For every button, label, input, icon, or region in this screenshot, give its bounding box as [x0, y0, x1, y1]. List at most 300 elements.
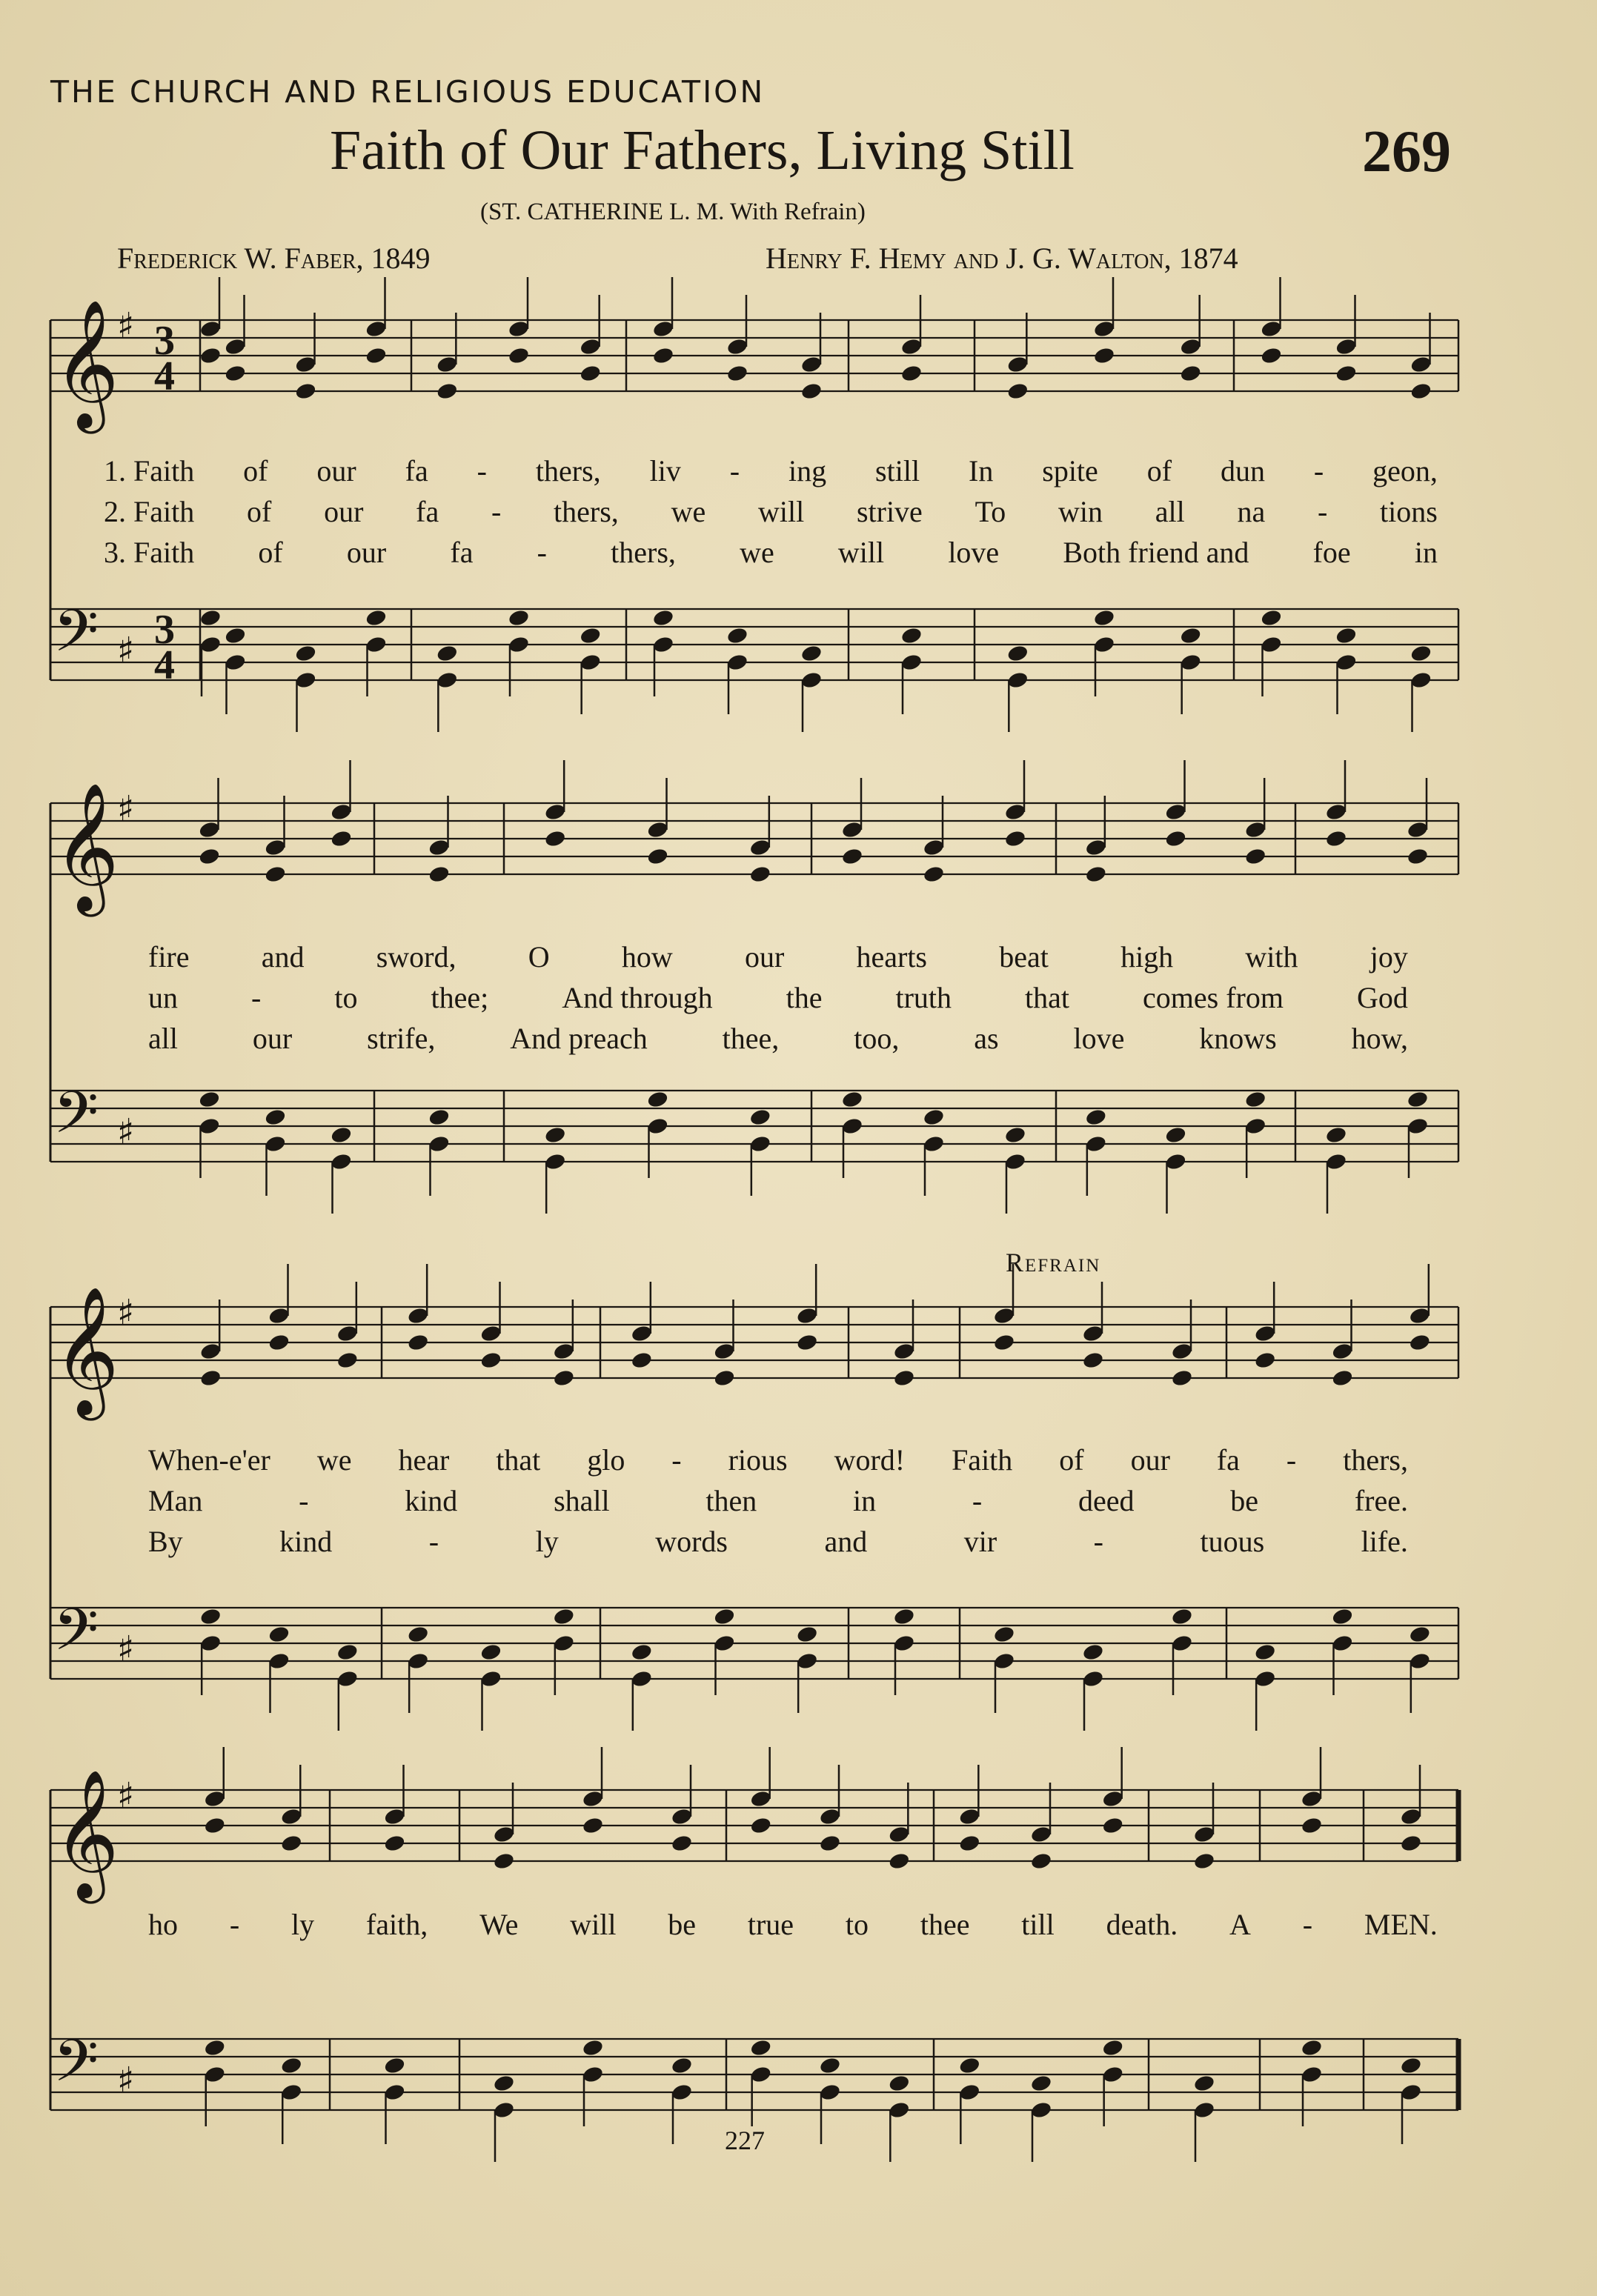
note-head [749, 865, 772, 884]
note-head [900, 626, 923, 645]
note-head [224, 653, 247, 672]
note-head [1410, 644, 1432, 663]
note-head [1085, 838, 1108, 857]
lyric-word: of [246, 495, 272, 528]
lyric-word: thers, [554, 495, 619, 528]
note-head [749, 1134, 772, 1154]
note-head [280, 1834, 303, 1853]
note-head [579, 653, 602, 672]
note-head [479, 1669, 502, 1688]
lyric-word: - [229, 1908, 240, 1941]
note-head [1410, 671, 1432, 690]
treble-clef-icon: 𝄞 [53, 1286, 119, 1415]
note-head [1244, 847, 1267, 866]
key-signature-sharp-icon: ♯ [117, 2060, 135, 2101]
note-head [1260, 608, 1283, 628]
note-head [336, 1324, 359, 1343]
note-head [407, 1625, 430, 1644]
note-head [508, 346, 531, 365]
note-head [1254, 1351, 1277, 1370]
lyric-word: - [491, 495, 502, 528]
lyric-word: hearts [856, 940, 927, 974]
treble-clef-icon: 𝄞 [53, 782, 119, 911]
lyric-word: - [428, 1525, 439, 1558]
note-head [726, 626, 749, 645]
note-head [749, 2038, 772, 2057]
lyric-word: fa [405, 454, 428, 488]
composer-credit: Henry F. Hemy and J. G. Walton, 1874 [766, 242, 1238, 275]
note-head [553, 1634, 576, 1653]
lyric-word: comes from [1143, 981, 1284, 1014]
note-head [493, 1825, 516, 1844]
note-head [1260, 635, 1283, 654]
note-head [199, 1368, 222, 1388]
lyric-word: of [1059, 1443, 1084, 1477]
note-head [199, 635, 222, 654]
lyric-word: will [757, 495, 805, 528]
note-head [1004, 1152, 1027, 1171]
note-head [428, 1134, 451, 1154]
note-head [1400, 1807, 1423, 1826]
note-head [796, 1333, 819, 1352]
note-head [1301, 1789, 1324, 1808]
note-head [1006, 644, 1029, 663]
lyric-word: and [261, 940, 305, 974]
note-head [900, 337, 923, 356]
note-head [1260, 346, 1283, 365]
note-head [1004, 1125, 1027, 1145]
note-head [294, 671, 317, 690]
note-head [749, 1108, 772, 1127]
note-head [330, 802, 353, 822]
lyric-word: sword, [376, 940, 456, 974]
note-head [493, 2074, 516, 2093]
lyric-word: free. [1354, 1484, 1408, 1517]
lyric-word: will [570, 1908, 617, 1941]
lyric-word: all [148, 1022, 178, 1055]
lyric-word: foe [1312, 536, 1351, 569]
note-head [582, 2065, 605, 2084]
lyric-word: - [972, 1484, 983, 1517]
note-head [646, 820, 669, 839]
lyric-word: how, [1351, 1022, 1408, 1055]
note-head [1193, 2100, 1216, 2120]
note-head [671, 1807, 694, 1826]
note-head [1164, 1152, 1187, 1171]
lyric-word: And through [562, 981, 713, 1014]
note-head [582, 2038, 605, 2057]
lyric-word: knows [1199, 1022, 1277, 1055]
note-head [841, 820, 864, 839]
note-head [1171, 1368, 1194, 1388]
note-head [544, 1125, 567, 1145]
note-head [1085, 1134, 1108, 1154]
time-signature-bottom: 4 [154, 642, 175, 688]
note-head [508, 319, 531, 339]
lyric-word: - [1302, 1908, 1313, 1941]
note-head [268, 1333, 290, 1352]
note-head [330, 829, 353, 848]
lyric-word: To [975, 495, 1006, 528]
note-head [1301, 2065, 1324, 2084]
lyric-word: the [786, 981, 823, 1014]
note-head [1400, 2056, 1423, 2075]
lyric-word: our [1130, 1443, 1170, 1477]
note-head [1093, 635, 1116, 654]
lyric-word: ly [535, 1525, 559, 1558]
lyric-word: hear [398, 1443, 450, 1477]
note-head [923, 1108, 946, 1127]
time-signature-top: 3 [154, 607, 175, 653]
note-head [1325, 1125, 1348, 1145]
lyric-line-1-verse-1 [104, 453, 1438, 490]
lyric-word: of [258, 536, 283, 569]
lyric-word: death. [1106, 1908, 1178, 1941]
note-head [888, 2074, 911, 2093]
note-head [1093, 319, 1116, 339]
note-head [479, 1643, 502, 1662]
lyric-word: fire [148, 940, 190, 974]
lyric-word: with [1245, 940, 1298, 974]
lyric-word: dun [1220, 454, 1265, 488]
note-head [1335, 337, 1358, 356]
treble-clef-icon: 𝄞 [53, 299, 119, 428]
note-head [726, 337, 749, 356]
note-head [436, 355, 459, 374]
lyric-word: that [1025, 981, 1070, 1014]
note-head [294, 644, 317, 663]
key-signature-sharp-icon: ♯ [117, 1111, 135, 1153]
key-signature-sharp-icon: ♯ [117, 630, 135, 671]
lyric-line-2-verse-2 [148, 980, 1408, 1017]
lyric-word: thers, [1343, 1443, 1408, 1477]
note-head [1325, 829, 1348, 848]
note-head [1101, 2065, 1124, 2084]
note-head [893, 1607, 916, 1626]
lyric-word: thers, [535, 454, 601, 488]
lyric-word: our [252, 1022, 293, 1055]
lyric-word: - [1317, 495, 1328, 528]
lyric-word: O [528, 940, 550, 974]
key-signature-sharp-icon: ♯ [117, 1292, 135, 1334]
note-head [796, 1625, 819, 1644]
note-head [800, 644, 823, 663]
note-head [1335, 626, 1358, 645]
note-head [294, 382, 317, 401]
time-signature-top: 3 [154, 318, 175, 364]
note-head [923, 1134, 946, 1154]
key-signature-sharp-icon: ♯ [117, 305, 135, 347]
note-head [428, 1108, 451, 1127]
key-signature-sharp-icon: ♯ [117, 1628, 135, 1670]
note-head [199, 1634, 222, 1653]
note-head [631, 1324, 654, 1343]
note-head [1085, 865, 1108, 884]
lyric-word: all [1155, 495, 1185, 528]
note-head [958, 1834, 981, 1853]
note-head [1179, 337, 1202, 356]
lyric-word: we [316, 1443, 352, 1477]
note-head [264, 838, 287, 857]
note-head [1335, 653, 1358, 672]
note-head [923, 838, 946, 857]
note-head [1164, 829, 1187, 848]
note-head [280, 1807, 303, 1826]
note-head [1171, 1634, 1194, 1653]
note-head [1407, 820, 1430, 839]
lyric-word: fa [1216, 1443, 1240, 1477]
note-head [888, 1851, 911, 1871]
note-head [508, 635, 531, 654]
lyric-line-3-verse-3 [148, 1524, 1408, 1561]
note-head [493, 2100, 516, 2120]
lyric-word: ho [148, 1908, 178, 1941]
lyric-word: - [299, 1484, 309, 1517]
note-head [1301, 1816, 1324, 1835]
note-head [1325, 802, 1348, 822]
note-head [652, 635, 675, 654]
note-head [1004, 802, 1027, 822]
lyric-word: love [1073, 1022, 1125, 1055]
note-head [1093, 608, 1116, 628]
note-head [631, 1669, 654, 1688]
note-head [1006, 671, 1029, 690]
note-head [646, 847, 669, 866]
note-head [841, 847, 864, 866]
note-head [203, 2038, 226, 2057]
note-head [264, 1108, 287, 1127]
note-head [749, 1789, 772, 1808]
hymn-number: 269 [1362, 119, 1451, 184]
lyric-word: thee [920, 1908, 970, 1941]
lyric-word: of [1146, 454, 1172, 488]
note-head [1335, 364, 1358, 383]
note-head [646, 1117, 669, 1136]
note-head [819, 2056, 842, 2075]
note-head [268, 1306, 290, 1325]
lyric-word: words [655, 1525, 728, 1558]
lyric-word: then [705, 1484, 757, 1517]
note-head [1400, 1834, 1423, 1853]
note-head [199, 1342, 222, 1361]
note-head [203, 1789, 226, 1808]
lyric-word: - [729, 454, 740, 488]
note-head [1331, 1607, 1354, 1626]
lyric-word: thee, [722, 1022, 780, 1055]
lyric-word: thers, [611, 536, 676, 569]
lyric-word: win [1058, 495, 1103, 528]
note-head [1030, 1851, 1053, 1871]
note-head [198, 1117, 221, 1136]
note-head [383, 1834, 406, 1853]
note-head [1325, 1152, 1348, 1171]
lyric-word: In [969, 454, 994, 488]
note-head [199, 608, 222, 628]
note-head [365, 346, 388, 365]
note-head [383, 1807, 406, 1826]
note-head [479, 1324, 502, 1343]
note-head [294, 355, 317, 374]
note-head [1407, 1090, 1430, 1109]
section-heading: THE CHURCH AND RELIGIOUS EDUCATION [50, 74, 766, 110]
lyric-word: MEN. [1364, 1908, 1438, 1941]
lyric-word: that [496, 1443, 541, 1477]
lyric-word: strife, [367, 1022, 436, 1055]
note-head [479, 1351, 502, 1370]
note-head [652, 319, 675, 339]
lyric-word: Man [148, 1484, 203, 1517]
note-head [199, 1607, 222, 1626]
lyric-word: faith, [365, 1908, 428, 1941]
note-head [198, 847, 221, 866]
lyric-word: we [740, 536, 774, 569]
note-head [224, 364, 247, 383]
lyric-word: - [1093, 1525, 1103, 1558]
note-head [407, 1651, 430, 1671]
note-head [652, 346, 675, 365]
note-head [544, 1152, 567, 1171]
note-head [582, 1789, 605, 1808]
note-head [579, 337, 602, 356]
bass-clef-icon: 𝄢 [53, 598, 99, 679]
lyric-word: And preach [510, 1022, 648, 1055]
note-head [1179, 626, 1202, 645]
note-head [330, 1125, 353, 1145]
lyric-word: rious [728, 1443, 788, 1477]
lyric-word: joy [1369, 940, 1408, 974]
note-head [726, 653, 749, 672]
note-head [652, 608, 675, 628]
note-head [1409, 1625, 1432, 1644]
note-head [436, 644, 459, 663]
note-head [544, 829, 567, 848]
note-head [1006, 355, 1029, 374]
note-head [224, 626, 247, 645]
note-head [1006, 382, 1029, 401]
note-head [1244, 820, 1267, 839]
lyric-word: strive [856, 495, 923, 528]
note-head [407, 1333, 430, 1352]
note-head [1331, 1368, 1354, 1388]
note-head [893, 1342, 916, 1361]
lyric-word: un [148, 981, 178, 1014]
bass-clef-icon: 𝄢 [53, 1079, 99, 1161]
note-head [631, 1643, 654, 1662]
hymn-title: Faith of Our Fathers, Living Still [330, 119, 1075, 182]
lyric-line-1-verse-3 [104, 535, 1438, 572]
note-head [1260, 319, 1283, 339]
lyric-word: in [853, 1484, 877, 1517]
lyric-word: When-e'er [148, 1443, 270, 1477]
lyric-word: - [537, 536, 547, 569]
lyric-word: our [324, 495, 364, 528]
note-head [198, 1090, 221, 1109]
lyric-word: - [251, 981, 262, 1014]
note-head [1331, 1634, 1354, 1653]
note-head [579, 364, 602, 383]
lyric-word: life. [1361, 1525, 1408, 1558]
note-head [893, 1634, 916, 1653]
note-head [713, 1342, 736, 1361]
note-head [1410, 382, 1432, 401]
lyric-word: - [1313, 454, 1324, 488]
lyric-word: of [243, 454, 268, 488]
note-head [819, 2083, 842, 2102]
note-head [1082, 1351, 1105, 1370]
note-head [1409, 1651, 1432, 1671]
lyric-word: - [671, 1443, 682, 1477]
lyric-line-3-verse-1 [148, 1443, 1408, 1480]
note-head [365, 319, 388, 339]
lyric-word: how [621, 940, 673, 974]
note-head [336, 1643, 359, 1662]
note-head [958, 1807, 981, 1826]
note-head [1193, 2074, 1216, 2093]
note-head [888, 2100, 911, 2120]
note-head [671, 2056, 694, 2075]
lyric-word: high [1120, 940, 1174, 974]
lyric-word: fa [416, 495, 439, 528]
note-head [713, 1634, 736, 1653]
lyric-word: beat [999, 940, 1049, 974]
lyric-word: deed [1078, 1484, 1135, 1517]
note-head [993, 1333, 1016, 1352]
note-head [336, 1669, 359, 1688]
note-head [1082, 1643, 1105, 1662]
note-head [646, 1090, 669, 1109]
lyric-word: our [744, 940, 785, 974]
lyric-word: vir [963, 1525, 997, 1558]
note-head [1193, 1851, 1216, 1871]
refrain-label: Refrain [1006, 1248, 1101, 1277]
lyric-word: kind [279, 1525, 333, 1558]
lyric-line-3-verse-2 [148, 1483, 1408, 1520]
note-head [800, 382, 823, 401]
lyric-word: to [334, 981, 358, 1014]
note-head [203, 1816, 226, 1835]
note-head [1254, 1643, 1277, 1662]
note-head [553, 1368, 576, 1388]
lyric-word: we [671, 495, 706, 528]
lyric-word: will [837, 536, 885, 569]
note-head [436, 382, 459, 401]
lyric-word: as [974, 1022, 999, 1055]
lyric-word: in [1414, 536, 1438, 569]
note-head [365, 608, 388, 628]
note-head [1171, 1607, 1194, 1626]
note-head [508, 608, 531, 628]
note-head [893, 1368, 916, 1388]
lyric-word: tions [1380, 495, 1438, 528]
note-head [958, 2056, 981, 2075]
tune-name: (ST. CATHERINE L. M. With Refrain) [480, 199, 866, 225]
lyric-word: kind [405, 1484, 458, 1517]
note-head [1082, 1669, 1105, 1688]
lyric-word: truth [895, 981, 952, 1014]
note-head [330, 1152, 353, 1171]
note-head [796, 1651, 819, 1671]
bass-clef-icon: 𝄢 [53, 2028, 99, 2109]
note-head [796, 1306, 819, 1325]
lyric-word: ly [290, 1908, 315, 1941]
note-head [1400, 2083, 1423, 2102]
note-head [582, 1816, 605, 1835]
note-head [1254, 1669, 1277, 1688]
note-head [264, 865, 287, 884]
note-head [544, 802, 567, 822]
lyric-word: A [1229, 1908, 1251, 1941]
note-head [1085, 1108, 1108, 1127]
